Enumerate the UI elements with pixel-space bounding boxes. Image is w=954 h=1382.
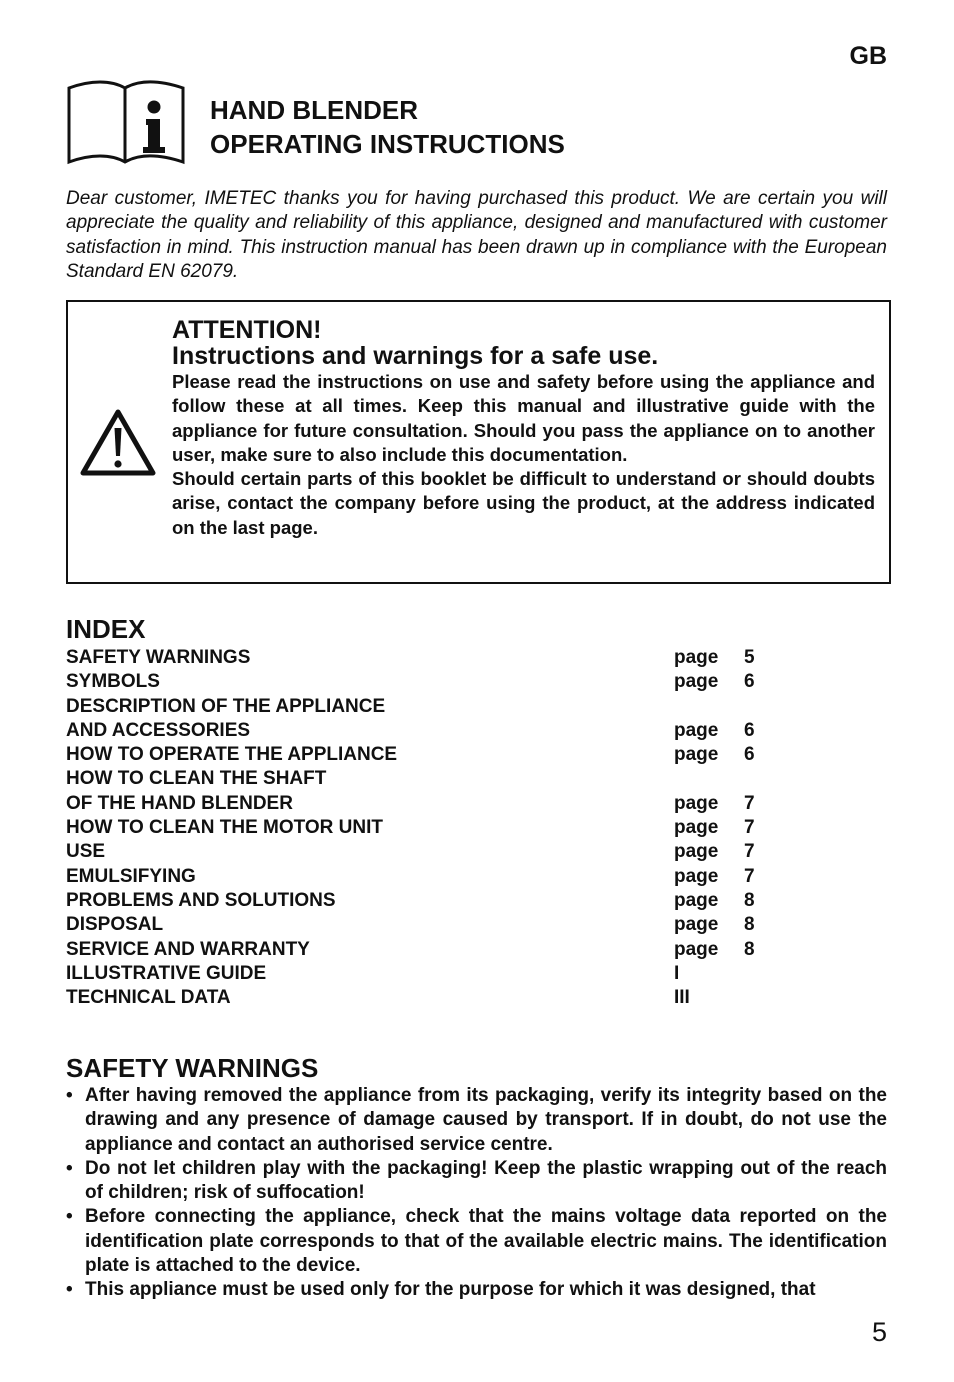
index-item-page-number: 8 — [744, 914, 755, 936]
index-item-page-word: page — [674, 647, 719, 668]
index-item — [66, 840, 766, 864]
index-item-label: ILLUSTRATIVE GUIDE — [66, 962, 267, 984]
index-item — [66, 986, 766, 1010]
safety-warning-item: • Before connecting the appliance, check that the mains voltage data reported on the identification plate corresponds to that of the available electric mains. The identification plate is attached to the device. — [66, 1205, 887, 1278]
index-item-label: HOW TO OPERATE THE APPLIANCE — [66, 744, 398, 766]
index-item — [66, 646, 766, 670]
title-line-2: OPERATING INSTRUCTIONS — [210, 129, 565, 159]
index-item-label: TECHNICAL DATA — [66, 987, 231, 1009]
attention-box — [66, 300, 891, 584]
index-item — [66, 719, 766, 743]
index-item — [66, 670, 766, 694]
safety-warning-item: • After having removed the appliance from its packaging, verify its integrity based on the drawing and any presence of damage caused by transport. If in doubt, do not use the appliance and contact an authorised service centre. — [66, 1084, 887, 1157]
index-item-page-number: 8 — [744, 889, 755, 911]
safety-warning-item: • Do not let children play with the packaging! Keep the plastic wrapping out of the reach of children; risk of suffocation! — [66, 1157, 887, 1206]
index-item — [66, 913, 766, 937]
warning-triangle-icon — [80, 408, 156, 476]
index-item-page-word: page — [674, 719, 719, 741]
index-item-page-word: III — [674, 987, 690, 1009]
index-item-label: OF THE HAND BLENDER — [66, 792, 293, 814]
index-title: INDEX — [66, 614, 146, 644]
index-item-label: DISPOSAL — [66, 914, 164, 936]
index-list — [66, 646, 766, 1010]
index-item-page-word: page — [674, 792, 719, 814]
index-item-page-word: page — [674, 671, 719, 693]
index-item — [66, 816, 766, 840]
info-book-icon — [66, 77, 186, 169]
attention-subheading: Instructions and warnings for a safe use. — [172, 342, 659, 370]
index-item-label: PROBLEMS AND SOLUTIONS — [66, 889, 336, 911]
index-item — [66, 889, 766, 913]
index-item-page-word: I — [674, 962, 680, 984]
title-line-1: HAND BLENDER — [210, 95, 418, 125]
index-item-page-word: page — [674, 938, 719, 960]
attention-heading: ATTENTION! — [172, 316, 322, 344]
attention-paragraph-1: Please read the instructions on use and safety before using the appliance and follow these at all times. Keep this manual and illustrative guide with the appliance for future consultation. Should you pass the appliance on to another user, make sure to also include this documentation. — [172, 371, 875, 465]
index-item-label: DESCRIPTION OF THE APPLIANCE — [66, 695, 386, 717]
index-item-page-number: 7 — [744, 865, 755, 887]
index-item-page-word: page — [674, 744, 719, 766]
intro-paragraph: Dear customer, IMETEC thanks you for having purchased this product. We are certain you will appreciate the quality and reliability of this appliance, designed and manufactured with customer satisfaction in mind. This instruction manual has been drawn up in compliance with the European Standard EN 62079. — [66, 188, 887, 283]
index-item-page-number: 7 — [744, 841, 755, 863]
index-item-label: EMULSIFYING — [66, 865, 196, 887]
index-item-label: SAFETY WARNINGS — [66, 647, 251, 668]
index-item-page-word: page — [674, 914, 719, 936]
index-item-label: SYMBOLS — [66, 671, 160, 693]
index-item-page-word: page — [674, 889, 719, 911]
index-item — [66, 695, 766, 719]
index-item — [66, 767, 766, 791]
index-item-label: AND ACCESSORIES — [66, 719, 251, 741]
index-item — [66, 792, 766, 816]
index-item-page-word: page — [674, 841, 719, 863]
attention-paragraph-2: Should certain parts of this booklet be difficult to understand or should doubts arise, contact the company before using the product, at the address indicated on the last page. — [172, 468, 875, 538]
index-item-page-word: page — [674, 865, 719, 887]
index-item-page-number: 6 — [744, 719, 755, 741]
index-item-page-number: 5 — [744, 647, 755, 668]
index-item — [66, 865, 766, 889]
index-item — [66, 938, 766, 962]
index-item-label: USE — [66, 841, 106, 863]
safety-warnings-title: SAFETY WARNINGS — [66, 1053, 319, 1083]
index-item — [66, 743, 766, 767]
safety-warnings-list — [66, 1084, 887, 1303]
safety-warning-item: • This appliance must be used only for the purpose for which it was designed, that — [66, 1278, 887, 1302]
index-item-label: SERVICE AND WARRANTY — [66, 938, 310, 960]
attention-content — [172, 318, 875, 540]
index-item-page-number: 6 — [744, 744, 755, 766]
page-number: 5 — [871, 1317, 887, 1347]
index-item-page-number: 6 — [744, 671, 755, 693]
index-item — [66, 962, 766, 986]
language-code: GB — [849, 42, 887, 70]
index-item-label: HOW TO CLEAN THE SHAFT — [66, 768, 327, 790]
index-item-page-number: 7 — [744, 792, 755, 814]
index-item-label: HOW TO CLEAN THE MOTOR UNIT — [66, 817, 384, 839]
index-item-page-number: 7 — [744, 817, 755, 839]
page-title — [210, 93, 565, 161]
index-item-page-word: page — [674, 817, 719, 839]
index-item-page-number: 8 — [744, 938, 755, 960]
